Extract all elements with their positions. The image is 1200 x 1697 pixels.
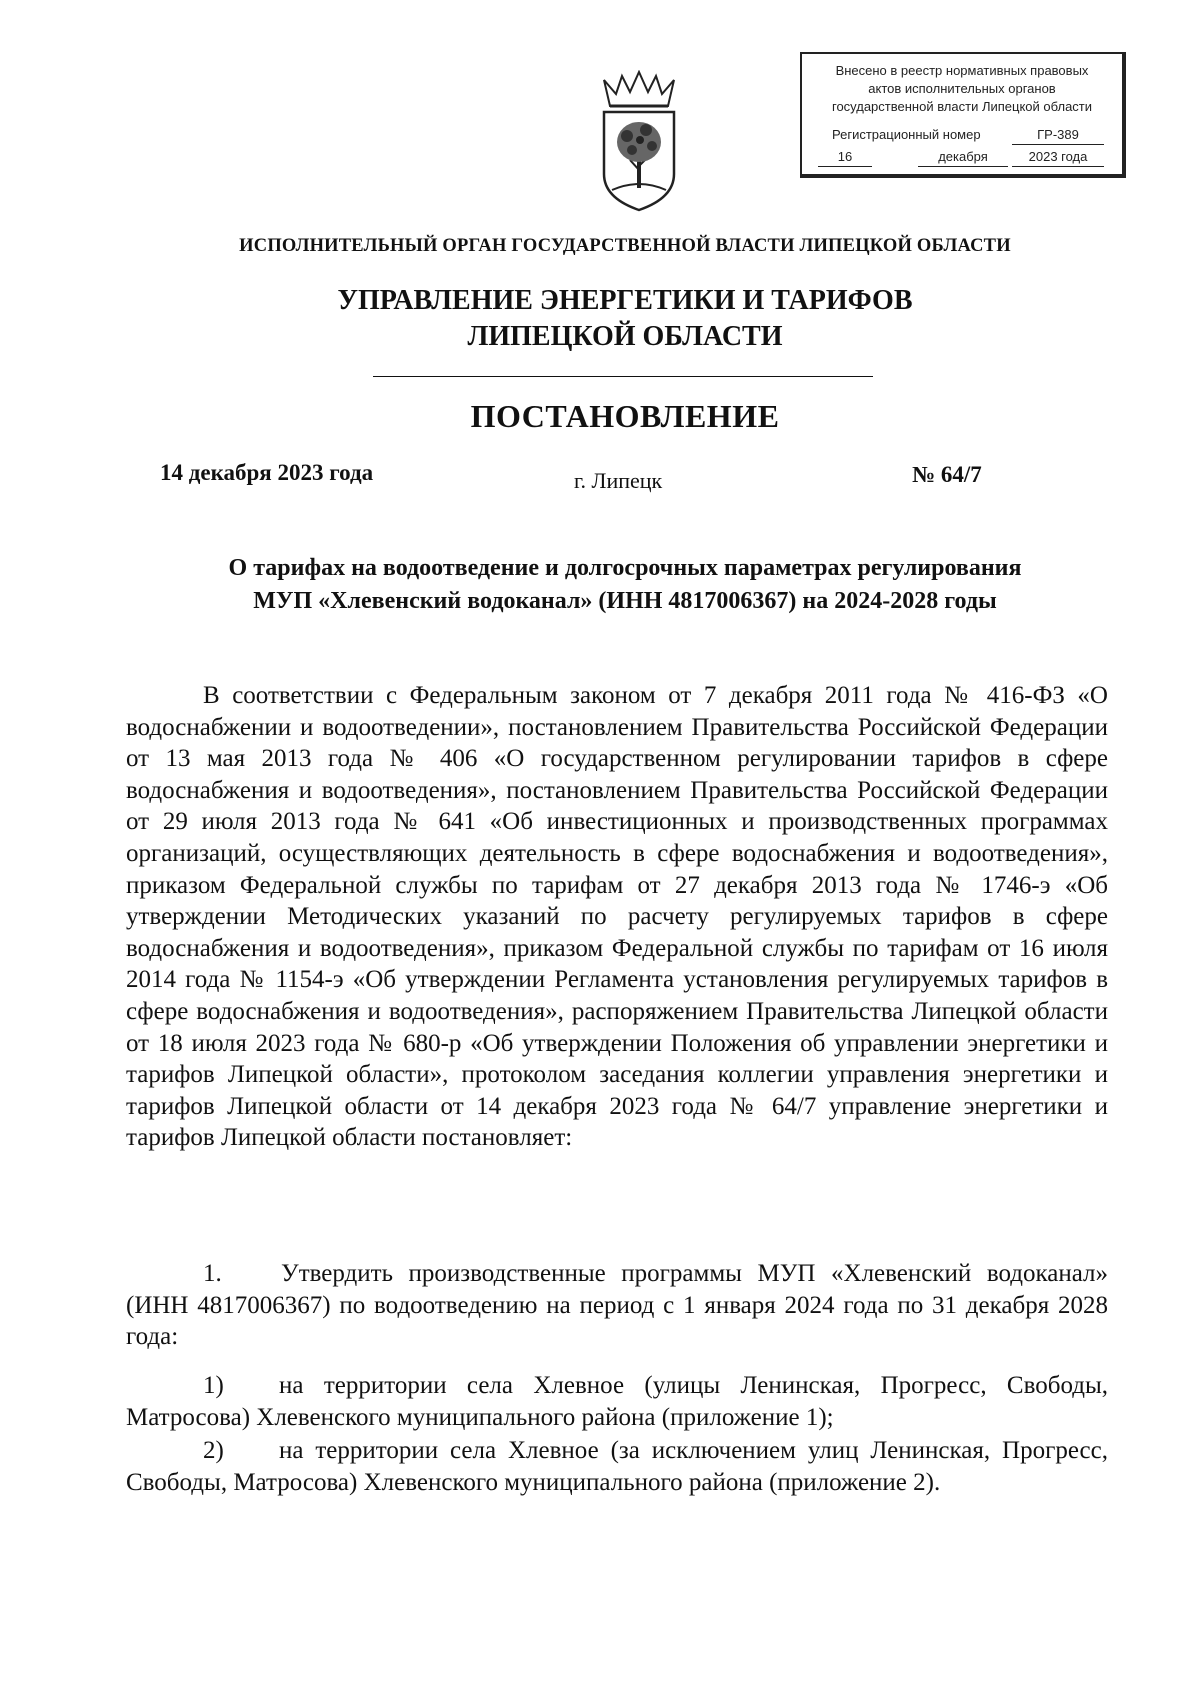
subclause-2 xyxy=(126,1435,1108,1498)
subclause-number: 2) xyxy=(203,1437,224,1464)
coat-of-arms-icon xyxy=(594,70,684,220)
subclause-number: 1) xyxy=(203,1372,224,1399)
organization-title-line: УПРАВЛЕНИЕ ЭНЕРГЕТИКИ И ТАРИФОВ xyxy=(337,285,913,316)
preamble-paragraph: В соответствии с Федеральным законом от 7 декабря 2011 года № 416-ФЗ «О водоснабжении и водоотведении», постановлением Правительства Российской Федерации от 13 мая 2013 года № 406 «О государственном регулировании тарифов в сфере водоснабжения и водоотведения», постановлением Правительства Российской Федерации от 29 июля 2013 года № 641 «Об инвестиционных и производственных программах организаций, осуществляющих деятельность в сфере водоснабжения и водоотведения», приказом Федеральной службы по тарифам от 27 декабря 2013 года № 1746-э «Об утверждении Методических указаний по расчету регулируемых тарифов в сфере водоснабжения и водоотведения», приказом Федеральной службы по тарифам от 16 июля 2014 года № 1154-э «Об утверждении Регламента установления регулируемых тарифов в сфере водоснабжения и водоотведения», распоряжением Правительства Липецкой области от 18 июля 2023 года № 680-р «Об утверждении Положения об управлении энергетики и тарифов Липецкой области», протоколом заседания коллегии управления энергетики и тарифов Липецкой области от 14 декабря 2023 года № 64/7 управление энергетики и тарифов Липецкой области постановляет: xyxy=(126,682,1108,1152)
subject-line: О тарифах на водоотведение и долгосрочных параметрах регулирования xyxy=(228,555,1022,581)
clause-1 xyxy=(126,1258,1108,1353)
subclause-text: на территории села Хлевное (улицы Ленинская, Прогресс, Свободы, Матросова) Хлевенского муниципального района (приложение 1); xyxy=(126,1372,1108,1431)
subject-line: МУП «Хлевенский водоканал» (ИНН 4817006367) на 2024-2028 годы xyxy=(253,588,997,614)
stamp-line: актов исполнительных органов xyxy=(868,81,1056,96)
stamp-registration-label: Регистрационный номер xyxy=(832,127,981,142)
clause-number: 1. xyxy=(203,1260,222,1287)
stamp-line: государственной власти Липецкой области xyxy=(831,99,1093,114)
issuing-authority: ИСПОЛНИТЕЛЬНЫЙ ОРГАН ГОСУДАРСТВЕННОЙ ВЛАСТИ ЛИПЕЦКОЙ ОБЛАСТИ xyxy=(239,236,1011,256)
document-type: ПОСТАНОВЛЕНИЕ xyxy=(470,398,780,434)
subclause-1 xyxy=(126,1370,1108,1433)
stamp-date-row xyxy=(818,148,1106,168)
organization-title xyxy=(0,283,1200,355)
stamp-month: декабря xyxy=(918,148,1008,167)
stamp-registration-row xyxy=(820,126,1106,146)
document-date: 14 декабря 2023 года xyxy=(160,460,374,485)
clause-text: Утвердить производственные программы МУП «Хлевенский водоканал» (ИНН 4817006367) по водоотведению на период с 1 января 2024 года по 31 декабря 2028 года: xyxy=(126,1260,1108,1351)
document-number: № 64/7 xyxy=(912,462,982,487)
stamp-registration-number: ГР-389 xyxy=(1012,126,1104,145)
header-divider xyxy=(373,376,873,377)
stamp-year: 2023 года xyxy=(1012,148,1104,167)
subclause-text: на территории села Хлевное (за исключением улиц Ленинская, Прогресс, Свободы, Матросова) Хлевенского муниципального района (приложение 2). xyxy=(126,1437,1108,1496)
document-subject xyxy=(120,552,1130,618)
document-place: г. Липецк xyxy=(574,468,663,493)
stamp-day: 16 xyxy=(818,148,872,167)
registry-stamp xyxy=(800,52,1126,178)
organization-title-line: ЛИПЕЦКОЙ ОБЛАСТИ xyxy=(467,321,783,352)
stamp-line: Внесено в реестр нормативных правовых xyxy=(835,63,1089,78)
